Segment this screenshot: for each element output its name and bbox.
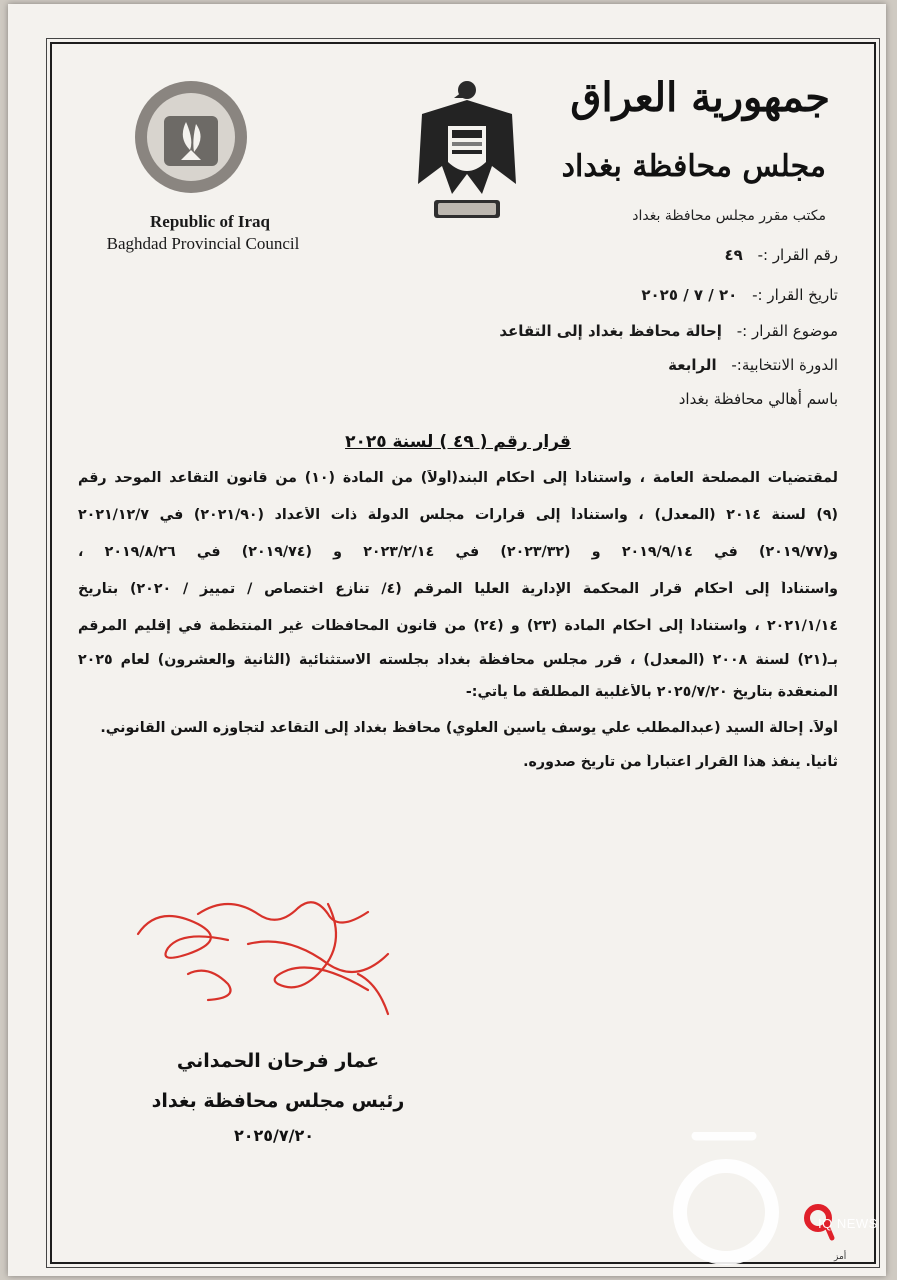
body-line: واستناداً إلى أحكام قرار المحكمة الإدارية العليا المرقم (٤/ تنازع اختصاص / تمييز / ٢٠٢٠) بتاريخ bbox=[78, 581, 838, 597]
body-line: ٢٠٢١/١/١٤ ، واستناداً إلى أحكام المادة (٢٣) و (٢٤) من قانون المحافظات غير المنتظمة في إقليم المرقم bbox=[78, 618, 838, 634]
signatory-title: رئيس مجلس محافظة بغداد bbox=[151, 1090, 405, 1112]
signatory-name: عمار فرحان الحمداني bbox=[176, 1050, 380, 1072]
document-page bbox=[8, 4, 886, 1276]
body-line: (٩) لسنة ٢٠١٤ (المعدل) ، واستناداً إلى قرارات مجلس الدولة ذات الأعداد (٢٠٢١/٩٠) في ٢٠٢١/١٢/٧ bbox=[78, 507, 838, 523]
council-logo-icon bbox=[124, 78, 258, 196]
meta-decision-date: تاريخ القرار :- ٢٠ / ٧ / ٢٠٢٥ bbox=[641, 286, 838, 304]
english-council-title: Baghdad Provincial Council bbox=[106, 234, 300, 253]
body-line: بـ(٢١) لسنة ٢٠٠٨ (المعدل) ، قرر مجلس محافظة بغداد بجلسته الاستثنائية (الثانية والعشرون) لعام ٢٠٢٥ bbox=[78, 652, 838, 668]
meta-decision-subject: موضوع القرار :- إحالة محافظ بغداد إلى التقاعد bbox=[499, 322, 838, 340]
body-line: ثانياً. ينفذ هذا القرار اعتباراً من تاريخ صدوره. bbox=[523, 754, 838, 770]
body-line: أولاً. إحالة السيد (عبدالمطلب علي يوسف ياسين العلوي) محافظ بغداد إلى التقاعد لتجاوزه السن القانوني. bbox=[100, 720, 838, 736]
iq-news-watermark-icon bbox=[668, 1132, 897, 1272]
handwritten-signature-icon bbox=[128, 884, 418, 1034]
arabic-council-title: مجلس محافظة بغداد bbox=[561, 149, 826, 184]
body-line: المنعقدة بتاريخ ٢٠٢٥/٧/٢٠ بالأغلبية المطلقة ما يأتي:- bbox=[465, 684, 838, 700]
iraq-eagle-emblem-icon bbox=[412, 74, 522, 224]
meta-decision-number: رقم القرار :- ٤٩ bbox=[724, 246, 838, 264]
body-line: لمقتضيات المصلحة العامة ، واستناداً إلى أحكام البند(أولاً) من المادة (١٠) من قانون التقاعد الموحد رقم bbox=[78, 470, 838, 486]
corner-note: أمز bbox=[834, 1252, 847, 1262]
arabic-office-title: مكتب مقرر مجلس محافظة بغداد bbox=[632, 208, 826, 224]
watermark-text: IQ NEWS bbox=[818, 1216, 878, 1231]
english-republic-title: Republic of Iraq bbox=[150, 212, 270, 231]
body-line: و(٢٠١٩/٧٧) في ٢٠١٩/٩/١٤ و (٢٠٢٣/٣٢) في ٢٠٢٣/٢/١٤ و (٢٠١٩/٧٤) في ٢٠١٩/٨/٢٦ ، bbox=[78, 544, 838, 560]
meta-in-name-of-people: باسم أهالي محافظة بغداد bbox=[678, 390, 838, 408]
arabic-republic-title: جمهورية العراق bbox=[570, 74, 830, 121]
decision-title: قرار رقم ( ٤٩ ) لسنة ٢٠٢٥ bbox=[345, 432, 571, 452]
signature-date: ٢٠٢٥/٧/٢٠ bbox=[233, 1126, 315, 1145]
meta-electoral-term: الدورة الانتخابية:- الرابعة bbox=[668, 356, 838, 374]
